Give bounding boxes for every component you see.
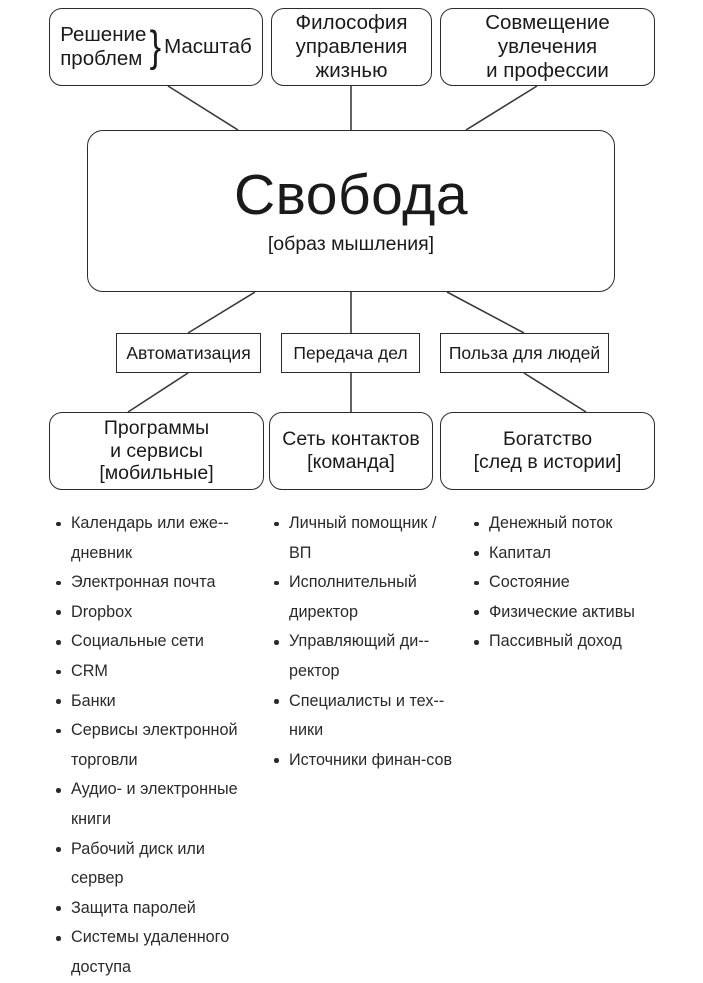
list-item: Источники финан-сов	[270, 746, 455, 776]
list-item: Пассивный доход	[470, 627, 685, 657]
node-freedom-center[interactable]	[87, 130, 615, 292]
node-label: Передача дел	[293, 342, 408, 363]
list-item: Банки	[52, 687, 257, 717]
node-line: проблем	[60, 47, 143, 70]
list-item: Специалисты и тех-ники	[270, 687, 455, 746]
connector-center-right	[447, 292, 524, 333]
connector-center-left	[188, 292, 255, 333]
list-item: Сервисы электронной торговли	[52, 716, 257, 775]
node-label: Автоматизация	[126, 342, 251, 363]
node-line: [след в истории]	[473, 451, 622, 473]
node-line: управления	[295, 35, 408, 59]
list-wealth	[470, 509, 685, 657]
list-item: Физические активы	[470, 598, 685, 628]
center-subtitle: [образ мышления]	[267, 232, 435, 255]
node-problem-solving-scale[interactable]	[49, 8, 263, 86]
node-automation[interactable]	[116, 333, 261, 373]
node-line: Решение	[60, 23, 147, 47]
list-item: Личный помощник / ВП	[270, 509, 455, 568]
node-line: [мобильные]	[99, 462, 214, 485]
node-label: Польза для людей	[448, 342, 601, 363]
list-item: Денежный поток	[470, 509, 685, 539]
node-life-management-philosophy[interactable]	[271, 8, 432, 86]
list-item: Состояние	[470, 568, 685, 598]
brace-group	[60, 23, 252, 71]
node-contact-network[interactable]	[269, 412, 433, 490]
node-line: увлечения	[497, 35, 598, 59]
list-item: Защита паролей	[52, 894, 257, 924]
node-line: Совмещение	[485, 11, 610, 35]
bullet-list	[470, 509, 685, 657]
connector-mid-right	[524, 373, 586, 412]
node-line: Сеть контактов	[282, 428, 420, 451]
list-item: Капитал	[470, 539, 685, 569]
node-line: и профессии	[486, 58, 609, 82]
node-line: Философия	[295, 11, 408, 35]
node-line: и сервисы	[110, 439, 203, 462]
bullet-list	[52, 509, 257, 983]
node-hobby-profession[interactable]	[440, 8, 655, 86]
node-line: Масштаб	[164, 35, 252, 59]
node-programs-and-services[interactable]	[49, 412, 264, 490]
bullet-list	[270, 509, 455, 775]
node-delegation[interactable]	[281, 333, 420, 373]
list-item: Рабочий диск или сервер	[52, 835, 257, 894]
brace-stack	[60, 23, 146, 71]
center-heading: Свобода	[233, 162, 469, 227]
node-line: Богатство	[502, 428, 593, 451]
list-item: Аудио- и электронные книги	[52, 775, 257, 834]
list-item: Системы удаленного доступа	[52, 923, 257, 982]
curly-brace-icon: }	[150, 22, 162, 72]
list-item: CRM	[52, 657, 257, 687]
connector-top-left	[168, 86, 238, 130]
list-item: Электронная почта	[52, 568, 257, 598]
connector-mid-left	[128, 373, 188, 412]
node-line: [команда]	[307, 451, 395, 473]
node-wealth[interactable]	[440, 412, 655, 490]
node-line: жизнью	[315, 58, 388, 82]
list-programs-services	[52, 509, 257, 983]
list-item: Dropbox	[52, 598, 257, 628]
list-item: Управляющий ди-ректор	[270, 627, 455, 686]
list-item: Социальные сети	[52, 627, 257, 657]
connector-top-right	[466, 86, 537, 130]
node-benefit-for-people[interactable]	[440, 333, 609, 373]
list-item: Исполнительный директор	[270, 568, 455, 627]
list-contacts	[270, 509, 455, 775]
list-item: Календарь или еже-дневник	[52, 509, 257, 568]
node-line: Программы	[103, 417, 210, 440]
